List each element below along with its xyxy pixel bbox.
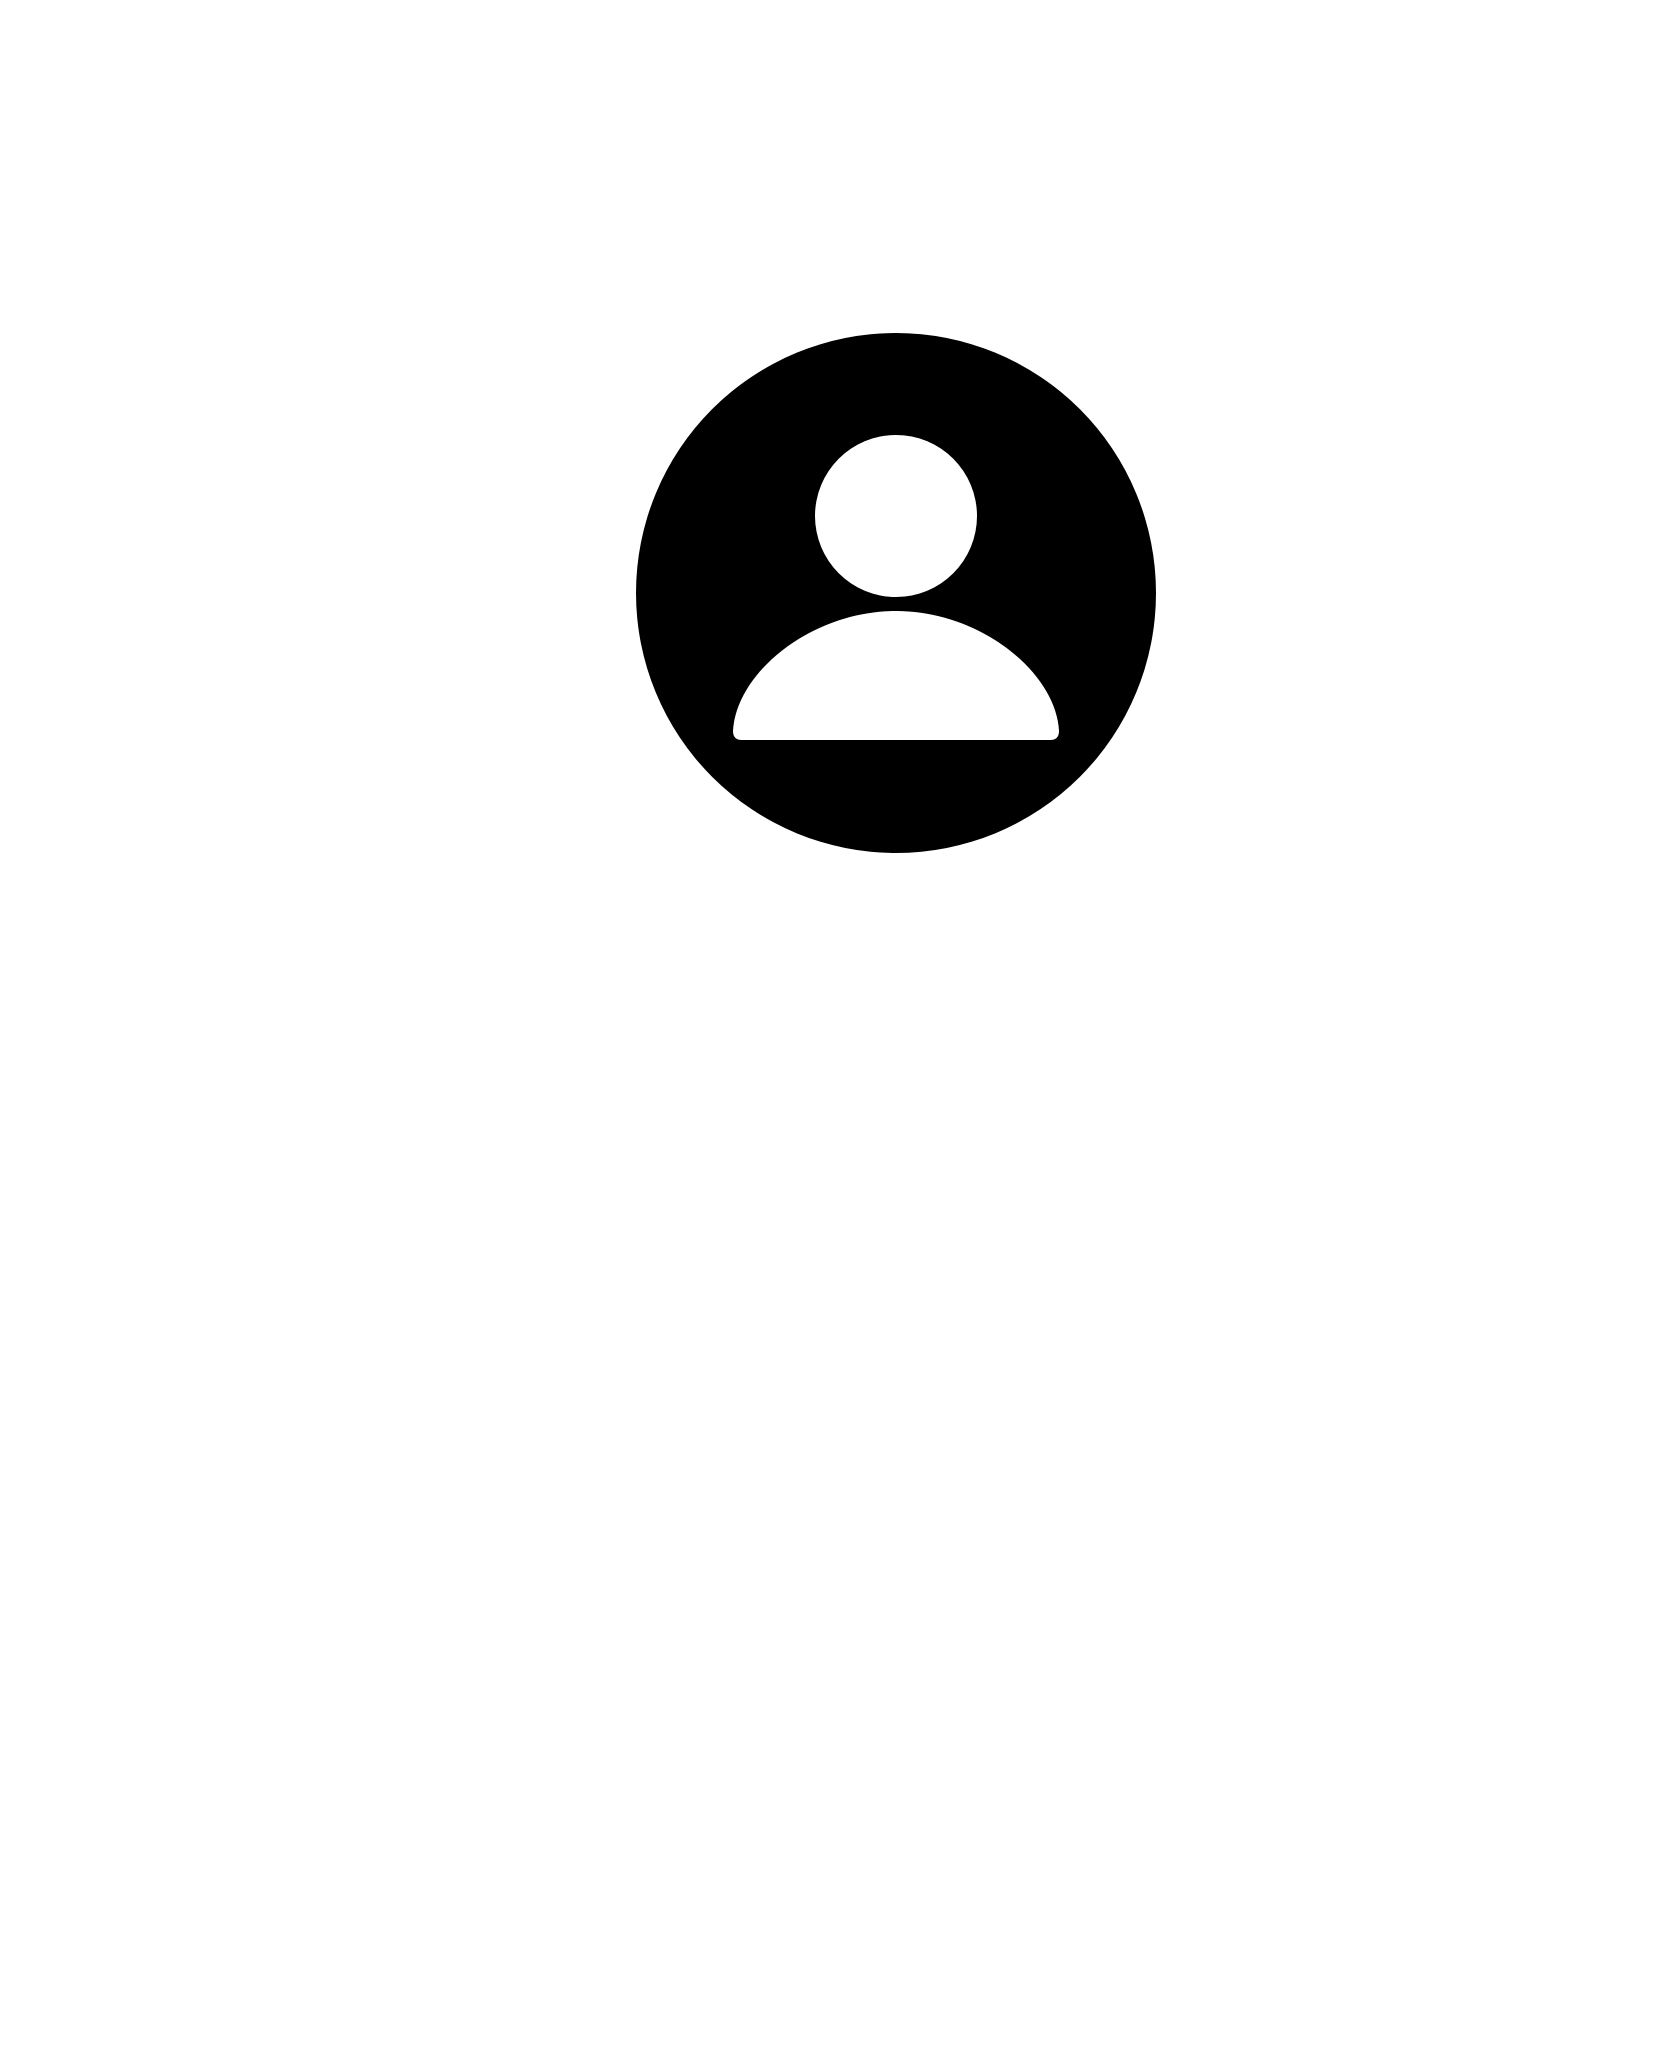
avatar-head xyxy=(815,435,977,597)
user-profile-icon xyxy=(636,333,1156,853)
avatar[interactable] xyxy=(636,333,1156,853)
